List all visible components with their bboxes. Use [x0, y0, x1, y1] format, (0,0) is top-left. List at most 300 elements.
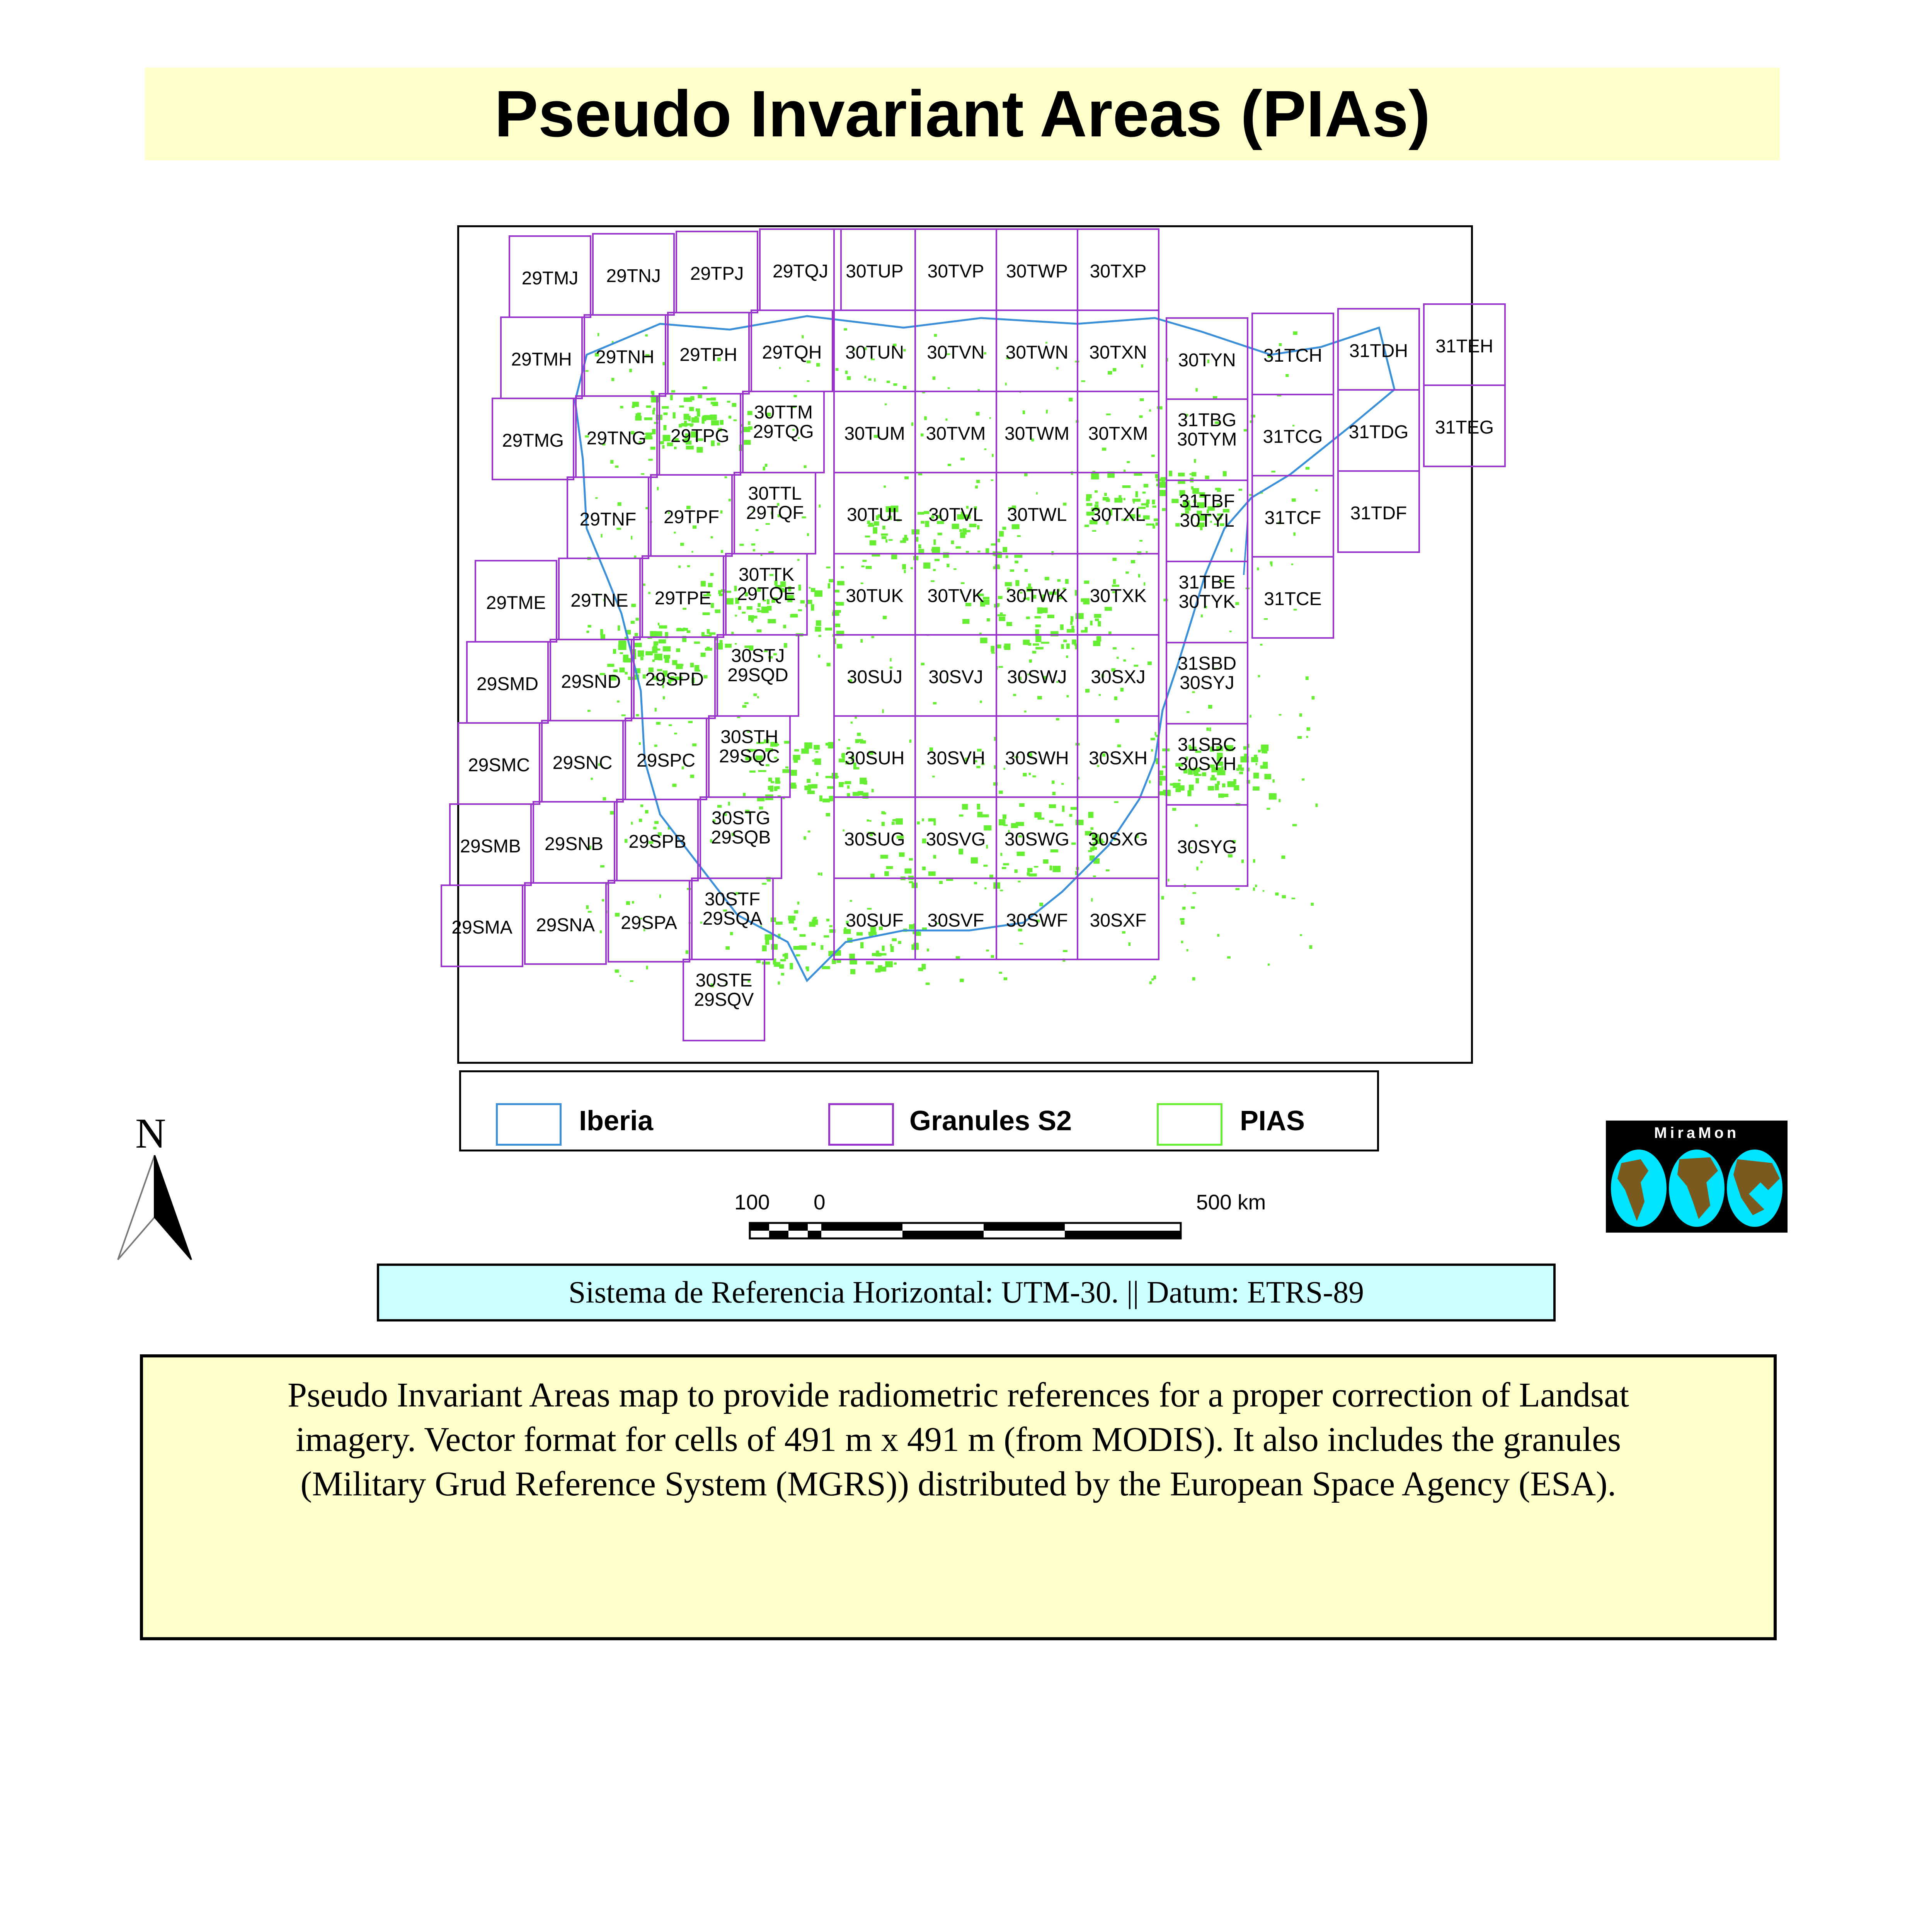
pias-patch [870, 540, 876, 545]
pias-patch [903, 386, 906, 389]
pias-patch [992, 454, 994, 457]
pias-patch [1227, 956, 1231, 959]
pias-patch [1162, 477, 1165, 483]
pias-patch [711, 536, 713, 539]
pias-patch [1102, 447, 1106, 451]
pias-patch [819, 635, 821, 637]
granule-label: 29TNG [586, 428, 647, 449]
pias-patch [1178, 473, 1185, 476]
pias-patch [1026, 617, 1030, 619]
pias-patch [659, 625, 667, 628]
pias-patch [763, 467, 765, 471]
pias-patch [648, 459, 653, 461]
pias-patch [885, 403, 887, 405]
pias-patch [1258, 750, 1261, 752]
granule-label: 29TNH [595, 347, 655, 367]
granule-label: 29SND [561, 672, 621, 692]
granule-label: 29TQE [737, 584, 796, 604]
pias-patch [1194, 459, 1196, 463]
pias-patch [1076, 820, 1084, 825]
pias-patch [836, 602, 844, 606]
pias-patch [1091, 898, 1093, 901]
pias-patch [586, 905, 589, 909]
pias-patch [1003, 815, 1006, 819]
pias-patch [781, 973, 784, 976]
pias-patch [1306, 467, 1310, 469]
pias-patch [1016, 822, 1024, 826]
pias-patch [1050, 849, 1058, 852]
pias-patch [1168, 879, 1169, 881]
granule-label: 29TME [486, 593, 546, 613]
pias-patch [1223, 471, 1227, 476]
pias-patch [1124, 469, 1126, 472]
pias-patch [1013, 694, 1016, 696]
pias-patch [663, 646, 671, 651]
pias-patch [672, 784, 676, 787]
pias-patch [1098, 621, 1101, 626]
pias-patch [700, 922, 702, 923]
pias-patch [804, 836, 806, 840]
pias-patch [905, 868, 912, 873]
pias-patch [804, 742, 812, 748]
pias-patch [1028, 773, 1031, 775]
pias-patch [690, 775, 695, 778]
pias-patch [799, 934, 805, 937]
pias-patch [1084, 580, 1090, 584]
pias-patch [654, 648, 660, 650]
pias-patch [617, 701, 620, 703]
pias-patch [1062, 806, 1064, 812]
pias-patch [1151, 978, 1154, 981]
pias-patch [658, 623, 659, 626]
pias-patch [1159, 791, 1166, 796]
pias-patch [725, 946, 730, 950]
pias-patch [999, 531, 1004, 536]
pias-patch [933, 539, 936, 545]
pias-patch [794, 749, 799, 752]
granule-label: 30TXL [1091, 505, 1146, 525]
pias-patch [640, 657, 644, 660]
pias-patch [931, 580, 935, 582]
granule-label: 29SQV [694, 990, 754, 1010]
pias-patch [960, 457, 965, 460]
pias-patch [771, 781, 774, 783]
pias-patch [1260, 644, 1262, 646]
pias-patch [809, 587, 810, 588]
pias-patch [882, 709, 884, 713]
pias-patch [710, 415, 717, 420]
pias-patch [793, 927, 797, 930]
pias-patch [645, 334, 648, 337]
pias-patch [1299, 713, 1302, 717]
pias-patch [939, 881, 943, 884]
pias-patch [816, 772, 818, 776]
pias-patch [1069, 814, 1073, 816]
pias-patch [883, 616, 887, 619]
pias-patch [656, 722, 661, 724]
pias-patch [721, 550, 723, 553]
pias-patch [909, 858, 913, 861]
pias-patch [1195, 388, 1198, 391]
granule-label: 30SVG [926, 829, 986, 850]
pias-patch [1015, 580, 1019, 586]
pias-patch [779, 367, 781, 369]
pias-patch [1222, 783, 1226, 787]
granule-label: 31TDG [1348, 422, 1409, 442]
pias-patch [737, 716, 740, 718]
pias-patch [1292, 425, 1294, 426]
granule-label: 29SNA [536, 915, 595, 935]
pias-patch [931, 549, 938, 551]
granule-label: 30SYG [1177, 837, 1237, 857]
pias-patch [1070, 621, 1073, 625]
granule-label: 31TDF [1350, 503, 1407, 524]
pias-patch [962, 804, 968, 810]
pias-patch [1041, 642, 1049, 644]
granule-label: 30TXM [1088, 423, 1148, 444]
granule-label: 29TNJ [606, 266, 661, 286]
pias-patch [922, 867, 926, 871]
pias-patch [808, 784, 812, 788]
pias-patch [632, 901, 634, 904]
pias-patch [845, 371, 848, 374]
pias-patch [751, 543, 756, 546]
granule-label: 30TXP [1090, 261, 1147, 282]
pias-patch [785, 766, 788, 768]
pias-patch [717, 805, 722, 808]
pias-patch [782, 769, 789, 773]
pias-patch [953, 568, 956, 570]
pias-patch [797, 901, 799, 905]
pias-patch [761, 554, 763, 556]
pias-patch [1023, 410, 1025, 414]
pias-patch [802, 335, 804, 338]
granule-label: 31TEG [1435, 417, 1494, 438]
pias-patch [757, 696, 759, 699]
pias-patch [710, 398, 716, 401]
pias-patch [794, 910, 798, 913]
granule-label: 30SYJ [1180, 673, 1234, 693]
pias-patch [698, 395, 702, 398]
pias-patch [1000, 853, 1002, 856]
pias-patch [1020, 943, 1023, 944]
granule-label-secondary: 30STJ [731, 646, 785, 666]
granule-label: 29SPC [636, 750, 696, 771]
pias-patch [720, 420, 724, 425]
granule-label: 30TYL [1180, 510, 1234, 531]
pias-patch [951, 541, 954, 544]
pias-patch [814, 759, 821, 765]
pias-patch [1306, 736, 1308, 738]
pias-patch [762, 883, 766, 885]
pias-patch [1114, 696, 1117, 700]
pias-patch [867, 908, 872, 910]
pias-patch [671, 390, 675, 393]
pias-patch [904, 535, 907, 539]
granule-label: 31TCE [1264, 589, 1322, 609]
pias-patch [881, 811, 885, 814]
pias-patch [652, 660, 655, 662]
pias-patch [646, 966, 648, 969]
pias-patch [742, 612, 746, 614]
pias-patch [645, 810, 649, 813]
pias-patch [631, 536, 632, 540]
scale-bar-segments [750, 1223, 1181, 1238]
pias-patch [619, 641, 625, 645]
pias-patch [1113, 579, 1116, 584]
legend-swatch-granules [828, 1103, 894, 1146]
pias-patch [1067, 629, 1075, 633]
pias-patch [1181, 921, 1185, 925]
granule-label: 29TNF [579, 509, 637, 530]
pias-patch [707, 647, 710, 649]
pias-patch [1095, 490, 1098, 493]
pias-patch [744, 440, 751, 445]
pias-patch [1292, 498, 1296, 502]
pias-patch [632, 405, 635, 408]
pias-patch [933, 569, 936, 571]
pias-patch [654, 654, 662, 660]
pias-patch [890, 946, 894, 952]
pias-patch [1136, 491, 1138, 497]
granule-label: 29SPB [628, 832, 686, 852]
pias-patch [855, 739, 859, 743]
pias-patch [1069, 398, 1073, 401]
pias-patch [1029, 660, 1032, 663]
pias-patch [814, 590, 822, 597]
pias-patch [1033, 643, 1039, 646]
pias-patch [1151, 455, 1155, 457]
pias-patch [997, 614, 1006, 616]
pias-patch [753, 549, 755, 551]
granule-label: 30SXF [1090, 910, 1147, 931]
pias-patch [1196, 867, 1198, 871]
pias-patch [1311, 903, 1314, 906]
pias-patch [966, 551, 969, 553]
pias-patch [1146, 500, 1150, 504]
pias-patch [1015, 561, 1018, 563]
pias-patch [753, 693, 757, 696]
pias-patch [811, 784, 817, 788]
pias-patch [816, 621, 821, 624]
pias-patch [1081, 630, 1088, 633]
pias-patch [1004, 977, 1008, 980]
pias-patch [959, 529, 962, 532]
pias-patch [938, 533, 942, 536]
pias-patch [673, 412, 676, 418]
pias-patch [913, 943, 918, 945]
pias-patch [1255, 884, 1257, 887]
pias-patch [788, 916, 795, 921]
granule-label: 30SWG [1004, 829, 1070, 850]
pias-patch [1152, 505, 1156, 508]
north-arrow-icon [114, 1155, 195, 1271]
granule-label: 29TQH [762, 342, 822, 363]
granule-label-secondary: 30STF [704, 889, 761, 910]
pias-patch [839, 782, 843, 787]
pias-patch [1312, 696, 1315, 699]
granule-label: 29TPJ [690, 264, 744, 284]
pias-patch [654, 631, 662, 636]
pias-patch [690, 663, 694, 667]
pias-patch [768, 778, 772, 782]
pias-patch [1060, 624, 1064, 630]
pias-patch [1023, 773, 1027, 776]
pias-patch [860, 942, 863, 948]
pias-patch [1074, 644, 1076, 646]
pias-patch [636, 618, 639, 621]
pias-patch [615, 969, 619, 973]
pias-patch [601, 534, 602, 537]
pias-patch [623, 657, 626, 662]
pias-patch [748, 421, 751, 425]
pias-patch [1149, 409, 1151, 412]
pias-patch [1047, 615, 1054, 618]
pias-patch [1270, 561, 1273, 565]
pias-patch [625, 839, 628, 843]
pias-patch [1243, 746, 1247, 750]
pias-patch [956, 956, 960, 959]
pias-patch [1182, 906, 1186, 910]
pias-patch [678, 565, 681, 568]
pias-patch [1004, 646, 1009, 648]
pias-patch [728, 802, 730, 806]
pias-patch [1006, 622, 1012, 626]
pias-patch [635, 633, 638, 636]
pias-patch [1307, 727, 1310, 731]
pias-patch [766, 523, 770, 525]
pias-patch [683, 628, 685, 631]
pias-patch [1133, 500, 1135, 503]
pias-patch [687, 565, 690, 567]
pias-patch [1066, 655, 1068, 658]
pias-patch [790, 770, 797, 776]
pias-patch [646, 405, 651, 408]
pias-patch [684, 398, 692, 402]
pias-patch [625, 672, 628, 675]
granule-label: 30SWH [1005, 748, 1069, 769]
pias-patch [1049, 804, 1056, 808]
pias-patch [1171, 499, 1178, 503]
pias-patch [620, 652, 623, 654]
pias-patch [762, 945, 767, 951]
pias-patch [1010, 570, 1014, 572]
pias-patch [807, 533, 809, 536]
pias-patch [1279, 799, 1280, 802]
pias-patch [841, 566, 844, 568]
granule-label: 29TPE [654, 588, 712, 609]
legend-swatch-iberia [496, 1103, 562, 1146]
pias-patch [1169, 471, 1172, 476]
pias-patch [932, 776, 935, 777]
pias-patch [694, 641, 700, 644]
pias-patch [838, 739, 840, 741]
pias-patch [644, 417, 652, 420]
pias-patch [1195, 778, 1199, 783]
pias-patch [1272, 779, 1274, 783]
pias-patch [701, 581, 706, 586]
pias-patch [1315, 803, 1318, 807]
pias-patch [1106, 498, 1110, 502]
pias-patch [887, 381, 890, 383]
pias-patch [884, 486, 886, 488]
pias-patch [1158, 776, 1166, 781]
pias-patch [860, 740, 866, 743]
pias-patch [710, 573, 714, 576]
pias-patch [613, 649, 616, 654]
granule-label-secondary: 30TTM [754, 402, 813, 423]
granule-label: 31TCG [1263, 427, 1323, 447]
pias-patch [770, 786, 773, 792]
pias-patch [607, 664, 614, 667]
pias-patch [674, 532, 676, 534]
pias-patch [588, 625, 591, 628]
pias-patch [734, 586, 737, 591]
pias-patch [971, 857, 978, 864]
granule-label: 31TEH [1435, 336, 1493, 357]
pias-patch [1147, 662, 1152, 665]
granule-label-secondary: 30STG [711, 808, 771, 828]
legend-label-pias: PIAS [1240, 1105, 1305, 1136]
scale-bar [727, 1190, 1287, 1252]
pias-patch [911, 422, 913, 426]
pias-patch [1234, 785, 1239, 791]
pias-patch [654, 745, 657, 747]
pias-patch [783, 625, 786, 628]
pias-patch [998, 596, 1003, 599]
pias-patch [776, 922, 783, 925]
pias-patch [1014, 555, 1022, 558]
pias-patch [715, 609, 720, 613]
pias-patch [791, 782, 796, 788]
pias-patch [1189, 785, 1194, 791]
pias-patch [804, 465, 807, 468]
pias-patch [872, 953, 879, 956]
pias-patch [1035, 616, 1041, 618]
pias-patch [819, 796, 822, 801]
pias-patch [824, 935, 829, 938]
pias-patch [1153, 526, 1155, 529]
pias-patch [686, 950, 688, 954]
pias-patch [1035, 636, 1041, 642]
world-map-icon [1610, 1148, 1784, 1229]
pias-patch [1032, 776, 1036, 777]
pias-patch [963, 530, 970, 532]
pias-patch [991, 652, 995, 654]
pias-patch [1249, 494, 1251, 496]
pias-patch [670, 395, 673, 400]
pias-patch [742, 705, 747, 708]
pias-patch [639, 742, 641, 745]
pias-patch [1291, 563, 1293, 565]
granule-label: 30SUH [844, 748, 905, 769]
pias-patch [811, 604, 814, 611]
pias-patch [1063, 639, 1067, 642]
pias-patch [807, 779, 810, 783]
pias-patch [886, 866, 893, 869]
pias-patch [1139, 540, 1142, 541]
pias-patch [821, 872, 822, 876]
pias-patch [1093, 641, 1100, 646]
pias-patch [872, 789, 874, 793]
pias-patch [739, 544, 744, 546]
pias-patch [836, 368, 839, 371]
pias-patch [837, 581, 844, 585]
granule-label: 29TNE [570, 590, 628, 611]
pias-patch [986, 949, 989, 951]
logo-text: MiraMon [1654, 1124, 1740, 1141]
pias-patch [1141, 364, 1143, 367]
